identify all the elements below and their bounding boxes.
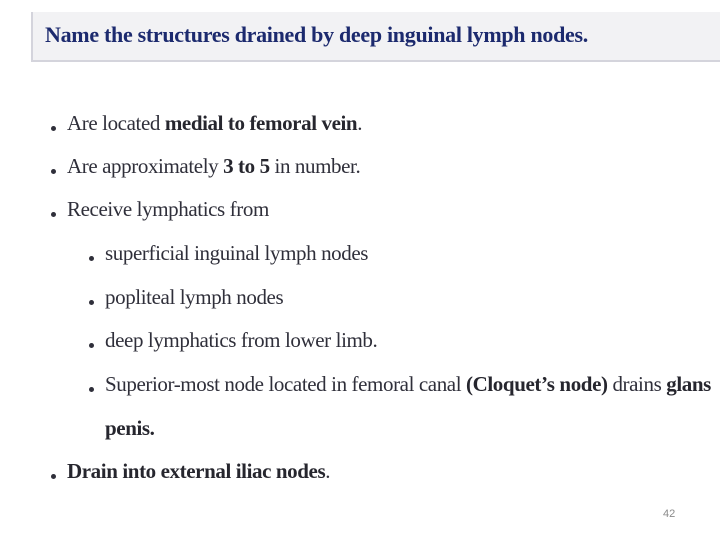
bullet-drain bbox=[67, 459, 330, 484]
bullet-emphasis: 3 to 5 bbox=[223, 154, 270, 178]
bullet-receive bbox=[67, 197, 269, 222]
bullet-emphasis: Drain into external iliac nodes bbox=[67, 459, 326, 483]
bullet-text: . bbox=[357, 111, 363, 135]
bullet-text: Receive lymphatics from bbox=[67, 197, 269, 221]
sub-bullet-popliteal bbox=[105, 285, 283, 310]
bullet-emphasis: penis. bbox=[105, 416, 155, 440]
sub-bullet-cloquet bbox=[105, 372, 711, 397]
bullet-text: Are located bbox=[67, 111, 165, 135]
bullet-count bbox=[67, 154, 360, 179]
sub-bullet-deep bbox=[105, 328, 377, 353]
bullet-text: Are approximately bbox=[67, 154, 224, 178]
bullet-emphasis: glans bbox=[666, 372, 711, 396]
bullet-text: in number. bbox=[269, 154, 361, 178]
bullet-text: drains bbox=[607, 372, 667, 396]
bullet-icon bbox=[51, 126, 56, 131]
bullet-emphasis: medial to femoral vein bbox=[164, 111, 358, 135]
bullet-text: deep lymphatics from lower limb. bbox=[105, 328, 378, 352]
bullet-text: Superior-most node located in femoral canal bbox=[105, 372, 467, 396]
bullet-location bbox=[67, 111, 362, 136]
page-number: 42 bbox=[663, 508, 676, 520]
bullet-text: superficial inguinal lymph nodes bbox=[105, 241, 369, 265]
bullet-icon bbox=[51, 212, 56, 217]
sub-bullet-superficial bbox=[105, 241, 368, 266]
sub-bullet-icon bbox=[89, 387, 94, 392]
bullet-icon bbox=[51, 169, 56, 174]
bullet-text: . bbox=[325, 459, 331, 483]
sub-bullet-icon bbox=[89, 256, 94, 261]
bullet-text: popliteal lymph nodes bbox=[105, 285, 284, 309]
sub-bullet-cloquet-continued bbox=[105, 416, 155, 441]
bullet-icon bbox=[51, 474, 56, 479]
top-strip bbox=[0, 0, 720, 10]
bullet-emphasis: (Cloquet’s node) bbox=[466, 372, 608, 396]
slide-title: Name the structures drained by deep inguinal lymph nodes. bbox=[45, 22, 588, 47]
title-banner bbox=[31, 12, 720, 62]
sub-bullet-icon bbox=[89, 343, 94, 348]
sub-bullet-icon bbox=[89, 300, 94, 305]
